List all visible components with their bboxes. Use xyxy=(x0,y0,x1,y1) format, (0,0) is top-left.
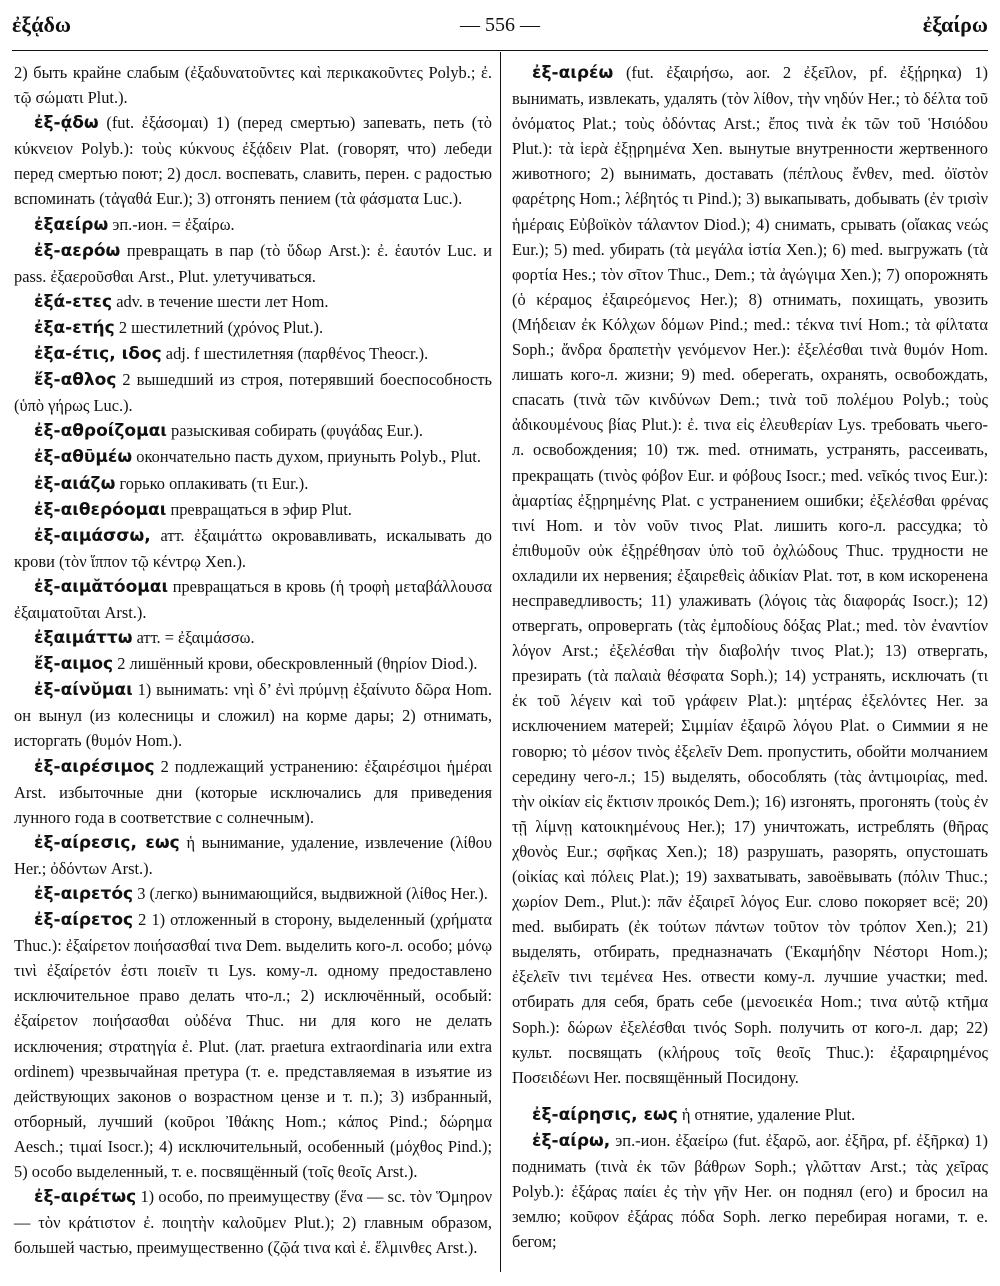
entry-definition: 2 1) отложенный в сторону, выделенный (χρήματα Thuc.): ἐξαίρετον ποιήσασθαί τινα Dem. выделить кого-л. особо; μόνῳ τινὶ ἐξαίρετόν ἐστι ποιεῖν τι Lys. кому-л. одному предоставлено исключительное право делать что-л.; 2) исключённый, особый: ἐξαίρετον ποιήσασθαι οὐδένα Thuc. ни для кого не делать исключения; στρατηγία ἐ. Plut. (лат. praetura extraordinaria или extra ordinem) чрезвычайная претура (т. е. представляемая в изъятие из действующих законов о возрастном цензе и т. п.); 3) избранный, отборный, лучший (κοῦροι Ἰθάκης Hom.; κάπος Pind.; δώρημα Aesch.; τιμαί Isocr.); 4) исключительный, особенный (μόχθος Pind.); 5) особо выделенный, т. е. посвящённый (τοῖς θεοῖς Arst.). xyxy=(14,910,492,1182)
dictionary-entry xyxy=(14,238,492,289)
entry-definition: adj. f шестилетняя (παρθένος Theocr.). xyxy=(161,344,429,364)
entry-definition: превращаться в эфир Plut. xyxy=(166,499,352,519)
entry-headword: ἐξ-αιμᾰτόομαι xyxy=(34,576,169,597)
entry-definition: 2 лишённый крови, обескровленный (θηρίον Diod.). xyxy=(113,654,478,674)
entry-definition: 3 (легко) вынимающийся, выдвижной (λίθος Her.). xyxy=(133,884,488,903)
entry-definition: 1) особо, по преимуществу (ἕνα — sc. τὸν Ὅμηρον — τὸν κράτιστον ἐ. ποιητὴν καλοῦμεν Plut.); 2) главным образом, большей частью, преимущественно (ζῷά τινα καὶ ἐ. ἕλμινθες Arst.). xyxy=(14,1187,492,1258)
entry-headword: ἐξ-αίρησις, εως xyxy=(532,1104,678,1125)
entry-headword: ἐξ-αθροίζομαι xyxy=(34,421,167,442)
entry-headword: ἐξ-αίρω, xyxy=(532,1130,611,1151)
dictionary-entry xyxy=(14,881,492,907)
dictionary-entry xyxy=(512,1102,988,1128)
dictionary-entry xyxy=(14,367,492,418)
entry-definition: 1) вынимать: νηὶ δ’ ἐνὶ πρύμνῃ ἐξαίνυτο δῶρα Hom. он вынул (из колесницы и сложил) на корме дары; 2) отнимать, исторгать (θυμόν Hom.). xyxy=(14,680,492,751)
running-head-left: ἐξᾴδω xyxy=(12,12,71,37)
entry-headword: ἐξαιμάττω xyxy=(34,628,133,649)
dictionary-entry xyxy=(14,625,492,651)
entry-headword: ἐξ-αίρετος xyxy=(34,910,134,931)
entry-definition: 2 шестилетний (χρόνος Plut.). xyxy=(114,317,324,337)
dictionary-entry xyxy=(14,754,492,830)
dictionary-entry xyxy=(14,830,492,881)
entry-headword: ἐξά-ετες xyxy=(34,291,113,312)
entry-definition: разыскивая собирать (φυγάδας Eur.). xyxy=(166,421,423,441)
dictionary-entry xyxy=(14,315,492,341)
entry-headword: ἐξ-αιρέτως xyxy=(34,1187,137,1208)
dictionary-entry xyxy=(14,1184,492,1260)
left-column xyxy=(14,60,492,1260)
dictionary-entry xyxy=(14,497,492,523)
entry-headword: ἐξα-έτις, ιδος xyxy=(34,344,162,365)
dictionary-entry xyxy=(14,289,492,315)
running-head-right: ἐξαίρω xyxy=(922,12,988,37)
entry-headword: ἔξ-αιμος xyxy=(34,654,114,675)
entry-headword: ἐξα-ετής xyxy=(34,317,115,338)
entry-definition: ἡ вынимание, удаление, извлечение (λίθου Her.; ὀδόντων Arst.). xyxy=(14,832,492,878)
entry-headword: ἐξ-αιρέω xyxy=(532,63,614,83)
dictionary-entry xyxy=(14,907,492,1184)
dictionary-entry xyxy=(512,1128,988,1254)
entry-definition: превращать в пар (τὸ ὕδωρ Arst.): ἐ. ἑαυτόν Luc. и pass. ἐξαεροῦσθαι Arst., Plut. улетучиваться. xyxy=(14,240,492,286)
entry-definition: эп.-ион. = ἐξαίρω. xyxy=(108,214,235,234)
entry-headword: ἐξ-αίρεσις, εως xyxy=(34,832,180,853)
column-divider xyxy=(500,52,501,1272)
dictionary-entry xyxy=(14,418,492,444)
entry-definition: 2) быть крайне слабым (ἐξαδυνατοῦντες καὶ περικακοῦντες Polyb.; ἐ. τῷ σώματι Plut.). xyxy=(14,63,492,108)
entry-headword: ἔξ-αθλος xyxy=(34,370,117,391)
entry-headword: ἐξ-αθῡμέω xyxy=(34,447,133,468)
dictionary-entry xyxy=(14,651,492,677)
entry-definition: эп.-ион. ἐξαείρω (fut. ἐξαρῶ, aor. ἐξῆρα, pf. ἐξῆρκα) 1) поднимать (τινὰ ἐκ τῶν βάθρων Soph.; γλῶτταν Arst.; τὰς χεῖρας Polyb.): ἐξάρας παίει ἐς τὴν γῆν Her. он поднял (его) и бросил на землю; κοῦφον ἐξάρας πόδα Soph. легко перебирая ногами, т. е. бегом; xyxy=(512,1130,988,1252)
page-header xyxy=(12,12,988,46)
entry-headword: ἐξ-αιρέσιμος xyxy=(34,756,155,777)
right-column xyxy=(512,60,988,1254)
entry-definition: (fut. ἐξαιρήσω, aor. 2 ἐξεῖλον, pf. ἐξῄρηκα) 1) вынимать, извлекать, удалять (τὸν λίθον, τὴν νηδύν Her.; τὸ δέλτα τοῦ ὀνόματος Plat.; τοὺς ὀδόντας Arst.; ἔπος τινὰ ἐκ τῶν τοῦ Ἡσιόδου Plut.): τὰ ἱερὰ ἐξῃρημένα Xen. вынутые внутренности жертвенного животного; 2) вынимать, доставать (πέπλους ἔνθεν, med. ὀϊστὸν φαρέτρης Hom.; λέβητός τι Pind.); 3) выкапывать, добывать (ἐν τρισὶν ἡμέραις Εὐβοϊκὸν τάλαντον Diod.); 4) снимать, срывать (οἴακας νεώς Eur.); 5) med. убирать (τὰ μεγάλα ἱστία Xen.); 6) med. выгружать (τὰ φορτία Hes.; τὸν σῖτον Thuc., Dem.; τὰ ἀγώγιμα Xen.); 7) опорожнять (ὁ κέραμος ἐξαιρεόμενος Her.); 8) отнимать, похищать, увозить (Μήδειαν ἐκ Κόλχων δόμων Pind.; med.: τέκνα τινί Hom.; τὰ φίλτατα Soph.; ἄνδρα δραπετὴν γενόμενον Her.): ἐξελέσθαι τινὰ θυμόν Hom. лишать кого-л. жизни; 9) med. оберегать, охранять, освобождать, спасать (τινὰ τῶν κινδύνων Dem.; τινὰ τοῦ πολέμου Polyb.; τοὺς ἀδικουμένους βίας Plut.): ἐ. τινα εἰς ἐλευθερίαν Lys. требовать чьего-л. освобождения; 10) тж. med. отнимать, устранять, рассеивать, прекращать (τινὸς φόβον Eur. и φόβους Isocr.; med. νεῖκός τινος Eur.): ἁμαρτίας ἐξῃρημένης Plat. с устранением ошибки; ἐξελέσθαι φρένας τινί Hom. и τὸν νοῦν τινος Plat. лишить кого-л. рассудка; τὸ ἐπιθυμοῦν οὐκ ἐξῃρέθησαν ὑπὸ τοῦ ὀχλώδους Thuc. трудности не охладили их нервения; ἐξαιρεθεὶς ἀδικίαν Plat. тот, в ком искоренена несправедливость; 11) улаживать (λόγοις τὰς διαφοράς Isocr.); 12) отвергать, опровергать (τὰς ἐμποδίους δόξας Plat.; med. τὸν ἐναντίον λόγον Arst.; ἐξελέσθαι τὴν διαβολήν τινος Plat.); 13) отвергать, презирать (τὰ παλαιὰ θέσφατα Soph.); 14) устранять, исключать (τι ἐκ τοῦ λέγειν καὶ τοῦ γράφειν Plat.): μητέρας ἐξελόντες Her. за исключением матерей; Σιμμίαν ἐξαιρῶ λόγου Plat. о Симмии я не говорю; τὸ μέσον τινὸς ἐξελεῖν Dem. пропустить, обойти молчанием середину чего-л.; 15) выделять, обособлять (τὰς ἀντιμοιρίας, med. τὴν οἰκίαν εἰς ἔκτισιν προικός Dem.); 16) изгонять, прогонять (τοὺς ἐν τῇ λίμνῃ κατοικημένους Her.); 17) уничтожать, истреблять (θῆρας χθονὸς Eur.; σφῆκας Xen.); 18) разрушать, разорять, опустошать (οἰκίας καὶ πόλεις Plat.); 19) захватывать, завоёвывать (πόλιν Thuc.; χωρίον Dem., Plut.): πᾶν ἐξαιρεῖ λόγος Eur. слово покоряет всё; 20) med. выбирать (ἐκ τούτων πάντων τοῦτον τὸν τρόπον Xen.); 21) выделять, отбирать, предназначать (Ἑκαμήδην Νέστορι Hom.); ἐξελεῖν τινι τεμένεα Hes. отвести кому-л. лучшие участки; med. отбирать для себя, брать себе (μενοεικέα Hom.; τινα αὐτῷ κτῆμα Soph.): δώρων ἐξελέσθαι τινός Soph. получить от кого-л. дар; 22) культ. посвящать (κλήρους τοῖς θεοῖς Thuc.): ἐξαραιρημένος Ποσειδέωνι Her. посвящённый Посидону. xyxy=(512,63,988,1087)
dictionary-entry xyxy=(14,677,492,753)
page-number: — 556 — xyxy=(460,14,540,36)
entry-headword: ἐξ-ᾴδω xyxy=(34,113,99,134)
dictionary-entry xyxy=(14,471,492,497)
dictionary-entry xyxy=(14,523,492,574)
dictionary-entry xyxy=(14,341,492,367)
entry-headword: ἐξ-αιθερόομαι xyxy=(34,499,167,520)
entry-definition: превращаться в кровь (ἡ τροφὴ μεταβάλλουσα ἐξαιματοῦται Arst.). xyxy=(14,576,492,622)
entry-definition: 2 вышедший из строя, потерявший боеспособность (ὑπὸ γήρως Luc.). xyxy=(14,370,492,416)
entry-headword: ἐξ-αιάζω xyxy=(34,473,116,494)
entry-headword: ἐξαείρω xyxy=(34,214,109,235)
entry-definition: 2 подлежащий устранению: ἐξαιρέσιμοι ἡμέραι Arst. избыточные дни (которые исключались для приведения лунного года в соответствие с солнечным). xyxy=(14,756,492,827)
header-rule xyxy=(12,50,988,51)
entry-headword: ἐξ-αερόω xyxy=(34,240,121,261)
entry-definition: горько оплакивать (τι Eur.). xyxy=(115,473,309,493)
entry-headword: ἐξ-αίνῠμαι xyxy=(34,680,133,701)
entry-definition: ἡ отнятие, удаление Plut. xyxy=(677,1104,856,1124)
entry-headword: ἐξ-αιρετός xyxy=(34,884,134,904)
entry-definition: (fut. ἐξάσομαι) 1) (перед смертью) запевать, петь (τὸ κύκνειον Polyb.): τοὺς κύκνους ἐξᾴδειν Plat. (говорят, что) лебеди перед смертью поют; 2) досл. воспевать, славить, перен. с радостью вспоминать (τἀγαθά Eur.); 3) отгонять пением (τὰ φάσματα Luc.). xyxy=(14,113,492,209)
dictionary-entry xyxy=(14,212,492,238)
entry-definition: adv. в течение шести лет Hom. xyxy=(112,291,329,311)
dictionary-entry xyxy=(14,444,492,470)
dictionary-entry xyxy=(512,60,988,1090)
entry-definition: атт. ἐξαιμάττω окровавливать, искалывать до крови (τὸν ἵππον τῷ κέντρῳ Xen.). xyxy=(14,525,492,571)
dictionary-entry xyxy=(14,110,492,211)
dictionary-entry xyxy=(14,60,492,110)
entry-definition: атт. = ἐξαιμάσσω. xyxy=(132,628,255,648)
entry-definition: окончательно пасть духом, приуныть Polyb., Plut. xyxy=(132,447,481,467)
dictionary-entry xyxy=(14,574,492,625)
entry-headword: ἐξ-αιμάσσω, xyxy=(34,525,151,546)
